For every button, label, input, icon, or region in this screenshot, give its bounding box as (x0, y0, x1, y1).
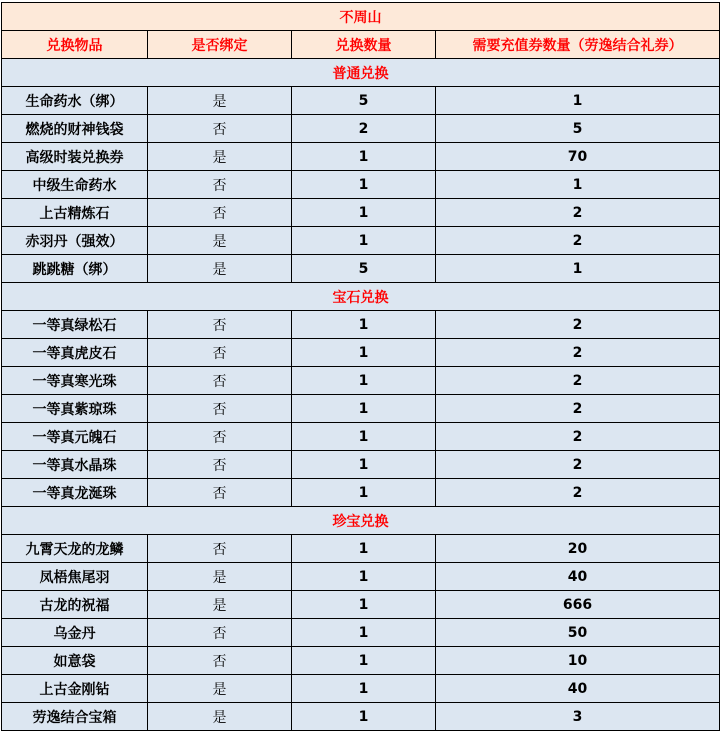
quantity-cell: 1 (292, 703, 436, 731)
quantity-cell: 5 (292, 87, 436, 115)
item-name-cell: 一等真元魄石 (2, 423, 148, 451)
bound-cell: 是 (148, 563, 292, 591)
cost-cell: 2 (436, 451, 720, 479)
bound-cell: 否 (148, 339, 292, 367)
item-name-cell: 古龙的祝福 (2, 591, 148, 619)
item-name-cell: 一等真龙涎珠 (2, 479, 148, 507)
bound-cell: 是 (148, 675, 292, 703)
item-name-cell: 中级生命药水 (2, 171, 148, 199)
header-row (2, 31, 720, 59)
table-row (2, 395, 720, 423)
cost-cell: 2 (436, 423, 720, 451)
title-row (2, 3, 720, 31)
bound-cell: 是 (148, 227, 292, 255)
table-row (2, 535, 720, 563)
section-title: 珍宝兑换 (2, 507, 720, 535)
table-row (2, 227, 720, 255)
item-name-cell: 赤羽丹（强效） (2, 227, 148, 255)
quantity-cell: 1 (292, 171, 436, 199)
section-row (2, 507, 720, 535)
table-row (2, 199, 720, 227)
table-row (2, 143, 720, 171)
table-row (2, 479, 720, 507)
bound-cell: 是 (148, 703, 292, 731)
item-name-cell: 凤梧焦尾羽 (2, 563, 148, 591)
cost-cell: 2 (436, 395, 720, 423)
bound-cell: 否 (148, 647, 292, 675)
cost-cell: 2 (436, 479, 720, 507)
bound-cell: 否 (148, 535, 292, 563)
cost-cell: 2 (436, 311, 720, 339)
header-cost: 需要充值券数量（劳逸结合礼券） (436, 31, 720, 59)
item-name-cell: 一等真虎皮石 (2, 339, 148, 367)
table-row (2, 703, 720, 731)
section-title: 普通兑换 (2, 59, 720, 87)
cost-cell: 2 (436, 367, 720, 395)
cost-cell: 666 (436, 591, 720, 619)
quantity-cell: 1 (292, 479, 436, 507)
cost-cell: 10 (436, 647, 720, 675)
quantity-cell: 1 (292, 199, 436, 227)
bound-cell: 否 (148, 311, 292, 339)
quantity-cell: 5 (292, 255, 436, 283)
bound-cell: 否 (148, 367, 292, 395)
exchange-table-body (2, 3, 720, 731)
cost-cell: 2 (436, 227, 720, 255)
item-name-cell: 一等真紫琼珠 (2, 395, 148, 423)
item-name-cell: 劳逸结合宝箱 (2, 703, 148, 731)
bound-cell: 是 (148, 87, 292, 115)
bound-cell: 是 (148, 143, 292, 171)
quantity-cell: 1 (292, 395, 436, 423)
item-name-cell: 九霄天龙的龙鳞 (2, 535, 148, 563)
cost-cell: 2 (436, 199, 720, 227)
table-row (2, 255, 720, 283)
table-row (2, 591, 720, 619)
cost-cell: 70 (436, 143, 720, 171)
header-bound: 是否绑定 (148, 31, 292, 59)
cost-cell: 50 (436, 619, 720, 647)
exchange-table (1, 2, 720, 731)
table-row (2, 619, 720, 647)
bound-cell: 否 (148, 479, 292, 507)
quantity-cell: 1 (292, 451, 436, 479)
table-row (2, 311, 720, 339)
bound-cell: 否 (148, 423, 292, 451)
cost-cell: 3 (436, 703, 720, 731)
table-row (2, 115, 720, 143)
quantity-cell: 1 (292, 619, 436, 647)
item-name-cell: 一等真寒光珠 (2, 367, 148, 395)
item-name-cell: 一等真水晶珠 (2, 451, 148, 479)
bound-cell: 是 (148, 591, 292, 619)
header-item: 兑换物品 (2, 31, 148, 59)
cost-cell: 1 (436, 171, 720, 199)
table-row (2, 647, 720, 675)
section-title: 宝石兑换 (2, 283, 720, 311)
quantity-cell: 1 (292, 535, 436, 563)
section-row (2, 59, 720, 87)
cost-cell: 1 (436, 255, 720, 283)
bound-cell: 否 (148, 199, 292, 227)
quantity-cell: 1 (292, 311, 436, 339)
cost-cell: 1 (436, 87, 720, 115)
quantity-cell: 1 (292, 227, 436, 255)
quantity-cell: 1 (292, 367, 436, 395)
table-row (2, 563, 720, 591)
quantity-cell: 1 (292, 591, 436, 619)
item-name-cell: 如意袋 (2, 647, 148, 675)
bound-cell: 否 (148, 619, 292, 647)
item-name-cell: 生命药水（绑） (2, 87, 148, 115)
quantity-cell: 2 (292, 115, 436, 143)
table-row (2, 171, 720, 199)
quantity-cell: 1 (292, 423, 436, 451)
bound-cell: 否 (148, 395, 292, 423)
item-name-cell: 燃烧的财神钱袋 (2, 115, 148, 143)
item-name-cell: 一等真绿松石 (2, 311, 148, 339)
cost-cell: 40 (436, 563, 720, 591)
header-quantity: 兑换数量 (292, 31, 436, 59)
table-row (2, 451, 720, 479)
cost-cell: 40 (436, 675, 720, 703)
quantity-cell: 1 (292, 143, 436, 171)
item-name-cell: 乌金丹 (2, 619, 148, 647)
table-row (2, 423, 720, 451)
table-row (2, 87, 720, 115)
cost-cell: 20 (436, 535, 720, 563)
item-name-cell: 跳跳糖（绑） (2, 255, 148, 283)
cost-cell: 5 (436, 115, 720, 143)
item-name-cell: 上古金刚钻 (2, 675, 148, 703)
section-row (2, 283, 720, 311)
bound-cell: 否 (148, 115, 292, 143)
table-title: 不周山 (2, 3, 720, 31)
table-row (2, 675, 720, 703)
quantity-cell: 1 (292, 339, 436, 367)
table-row (2, 367, 720, 395)
bound-cell: 是 (148, 255, 292, 283)
item-name-cell: 上古精炼石 (2, 199, 148, 227)
bound-cell: 否 (148, 171, 292, 199)
table-row (2, 339, 720, 367)
quantity-cell: 1 (292, 647, 436, 675)
quantity-cell: 1 (292, 563, 436, 591)
bound-cell: 否 (148, 451, 292, 479)
item-name-cell: 高级时装兑换券 (2, 143, 148, 171)
quantity-cell: 1 (292, 675, 436, 703)
cost-cell: 2 (436, 339, 720, 367)
